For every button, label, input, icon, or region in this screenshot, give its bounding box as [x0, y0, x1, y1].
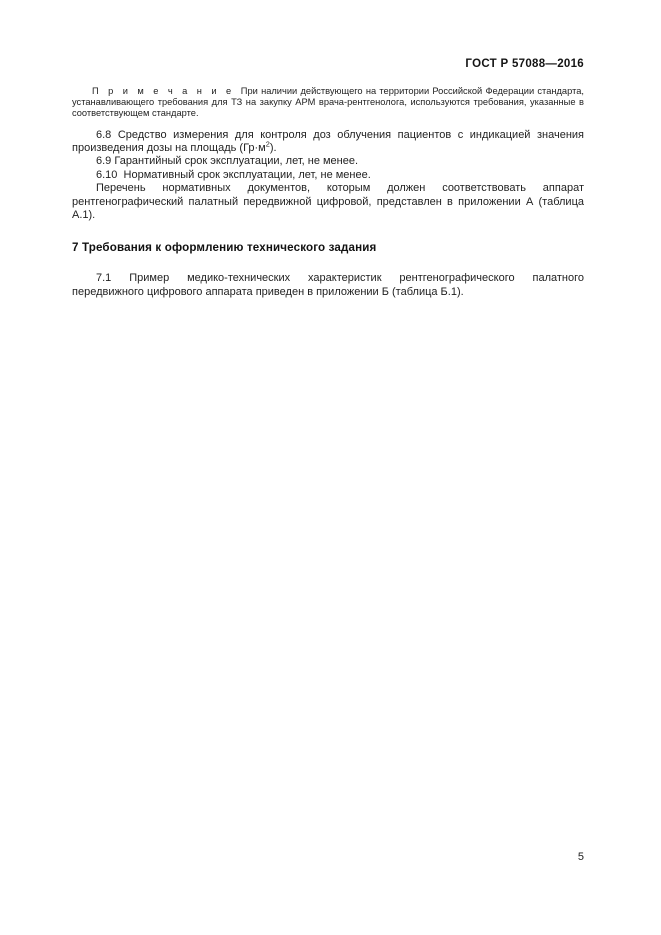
clause-6-8-text: Средство измерения для контроля доз облучения пациентов с индикацией значения произведения дозы на площадь (Гр·м	[72, 128, 584, 155]
clause-6-8-number: 6.8	[96, 128, 112, 141]
clause-6-8-text-tail: ).	[269, 142, 277, 155]
clause-7-1-text: Пример медико-технических характеристик рентгенографического палатного передвижного цифрового аппарата приведен в приложении Б (таблица Б.1).	[72, 272, 584, 298]
paragraph-perechen: Перечень нормативных документов, которым должен соответствовать аппарат рентгенографический палатный передвижной цифровой, представлен в приложении А (таблица А.1).	[72, 182, 584, 222]
clause-6-9	[72, 155, 584, 168]
clause-6-10-text: Нормативный срок эксплуатации, лет, не менее.	[123, 168, 371, 181]
page-number: 5	[577, 851, 584, 863]
clause-7-1-number: 7.1	[96, 272, 112, 285]
running-header-standard-ref: ГОСТ Р 57088—2016	[465, 58, 584, 70]
clause-7-1	[72, 272, 584, 299]
section-heading-7: 7 Требования к оформлению технического задания	[72, 241, 377, 255]
spacer	[72, 255, 584, 272]
clause-6-10-number: 6.10	[96, 168, 118, 181]
clause-6-8-superscript: 2	[265, 139, 270, 149]
spacer	[72, 120, 584, 129]
note-paragraph	[72, 86, 584, 120]
note-text: При наличии действующего на территории Российской Федерации стандарта, устанавливающего требования для ТЗ на закупку АРМ врача-рентгенолога, используются требования, указанные в соответствующем стандарте.	[72, 86, 584, 119]
clause-6-9-number: 6.9	[96, 155, 112, 168]
clause-6-8	[72, 129, 584, 156]
clause-6-10	[72, 169, 584, 182]
note-label: П р и м е ч а н и е	[92, 86, 235, 96]
page-content	[72, 86, 584, 299]
spacer	[72, 222, 584, 241]
clause-6-9-text: Гарантийный срок эксплуатации, лет, не менее.	[114, 155, 359, 168]
